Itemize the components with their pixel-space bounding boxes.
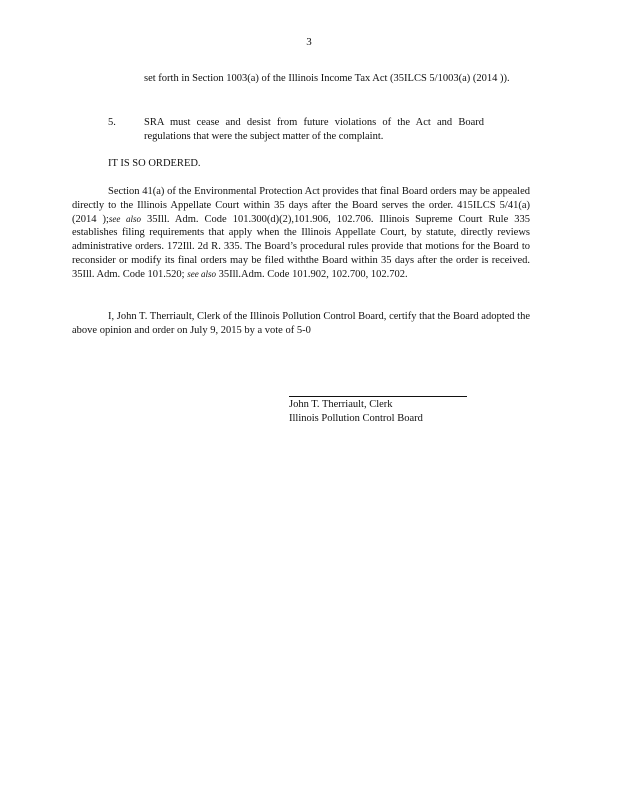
signature-line [289, 396, 467, 397]
signatory-name: John T. Therriault, Clerk [289, 399, 393, 410]
appeal-text-part-3: 35Ill.Adm. Code 101.902, 102.700, 102.702. [218, 268, 408, 280]
clerk-certification: I, John T. Therriault, Clerk of the Illinois Pollution Control Board, certify that the Board adopted the above opinion and order on July 9, 2015 by a vote of 5-0 [72, 311, 530, 336]
appeal-paragraph [72, 185, 530, 282]
signatory-organization: Illinois Pollution Control Board [289, 413, 423, 424]
item-text: SRA must cease and desist from future violations of the Act and Board regulations that were the subject matter of the complaint. [144, 117, 484, 142]
so-ordered-statement: IT IS SO ORDERED. [108, 158, 201, 169]
see-also-citation-signal: see also [187, 268, 216, 279]
see-also-citation-signal: see also [108, 213, 142, 224]
item-number: 5. [108, 117, 116, 128]
appeal-text-part-2: 35Ill. Adm. Code 101.300(d)(2),101.906, 102.706. Illinois Supreme Court Rule 335 establishes filing requirements that apply when the Illinois Appellate Court, by statute, directly reviews administrative orders. 172Ill. 2d R. 335. The Board’s procedural rules provide that motions for the Board to reconsider or modify its final orders may be filed withthe Board within 35 days after the order is received. 35Ill. Adm. Code 101.520; [72, 213, 530, 280]
page-number: 3 [306, 36, 312, 48]
appeal-text-part-1: Section 41(a) of the Environmental Protection Act provides that final Board orders may be appealed directly to the Illinois Appellate Court within 35 days after the Board serves the order. 415ILCS 5/41(a) (2014 ); [72, 186, 530, 225]
continued-paragraph: set forth in Section 1003(a) of the Illinois Income Tax Act (35ILCS 5/1003(a) (2014 )). [144, 73, 510, 84]
